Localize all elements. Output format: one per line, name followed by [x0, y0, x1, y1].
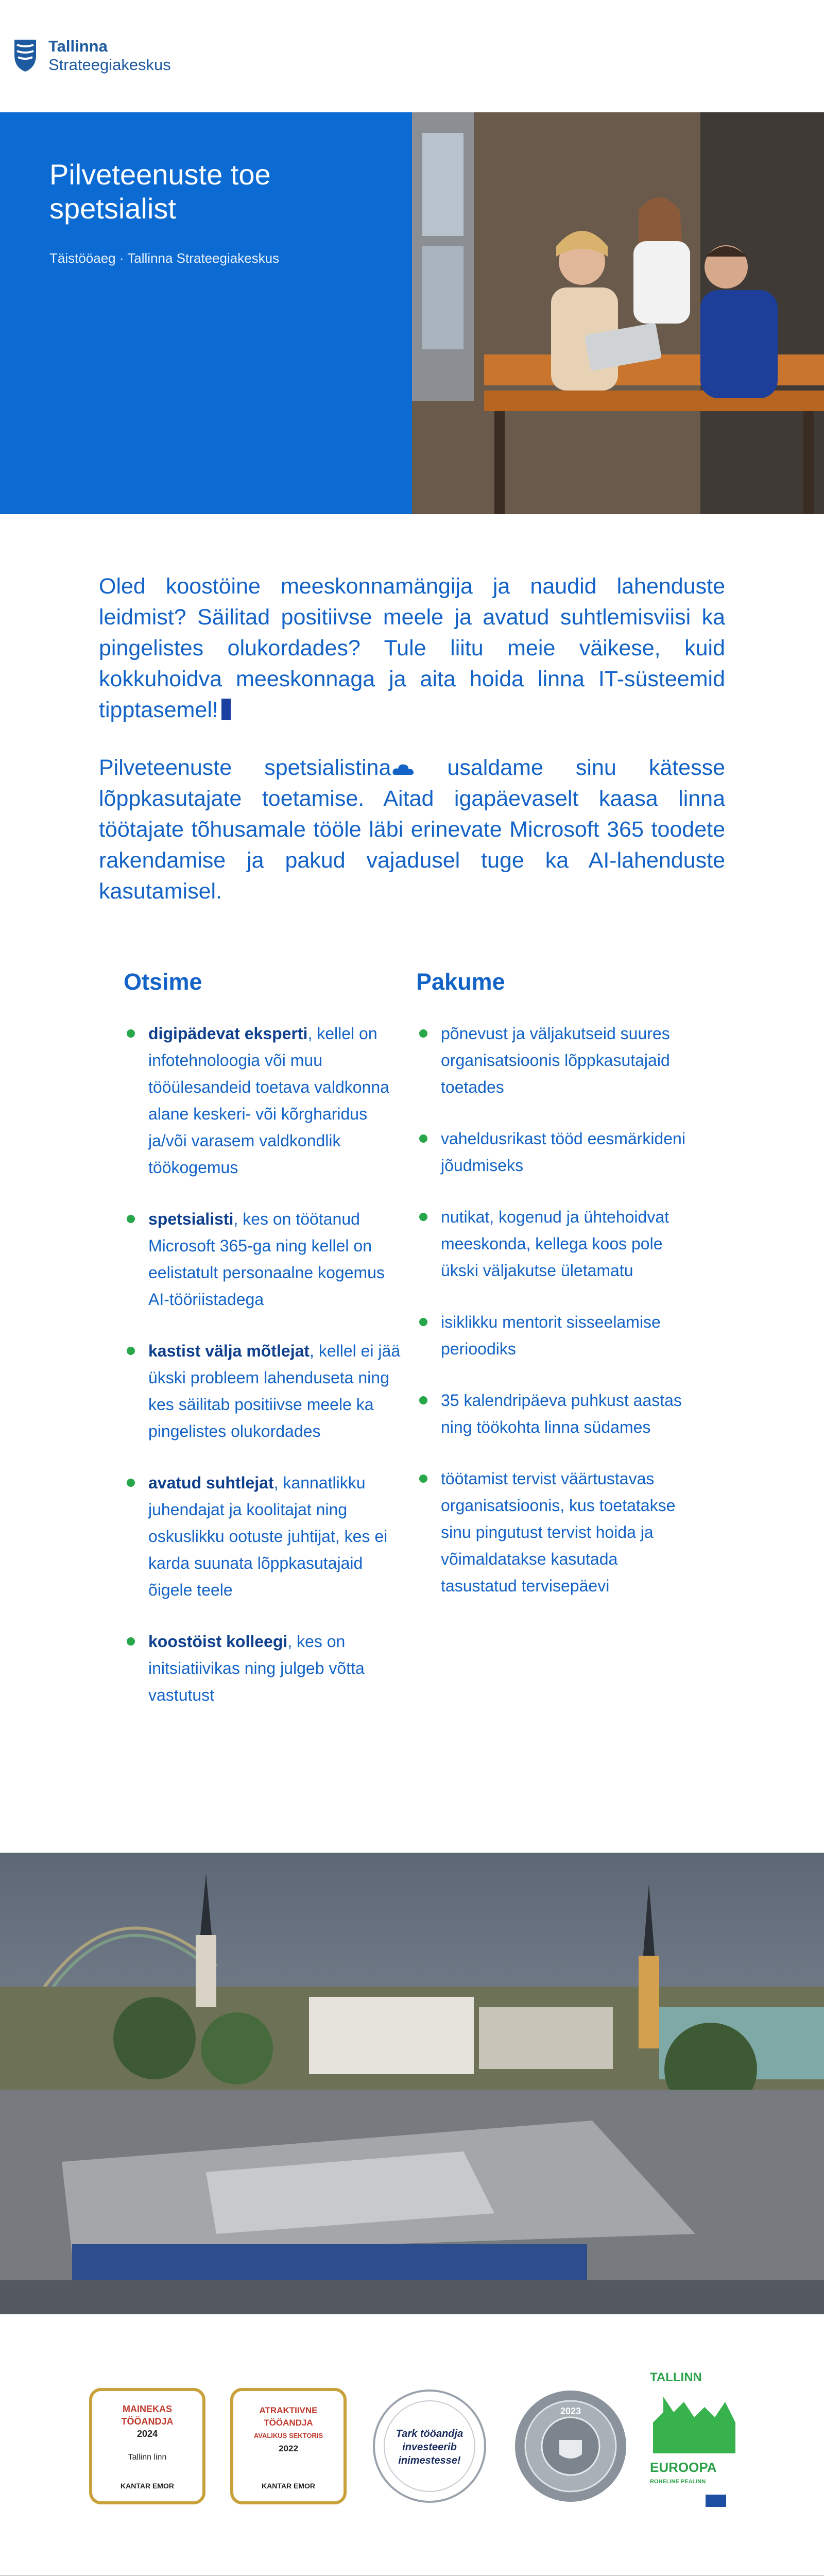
- tallinn-crest-icon: [12, 38, 38, 74]
- award-2-line-3: AVALIKUS SEKTORIS: [253, 2432, 323, 2439]
- award-3-line-1: Tark tööandja: [396, 2428, 464, 2439]
- text-cursor-icon: [221, 699, 231, 720]
- award-mainekas-tooandja: [89, 2387, 206, 2505]
- list-item: spetsialisti, kes on töötanud Microsoft 365-ga ning kellel on eelistatult personaalne kogemus AI-tööriistadega: [124, 1206, 402, 1313]
- list-item: vaheldusrikast tööd eesmärkideni jõudmiseks: [416, 1125, 694, 1179]
- otsime-list: [124, 1020, 402, 1708]
- logo-line-2: Strateegiakeskus: [48, 56, 171, 74]
- award-1-line-1: MAINEKAS: [122, 2404, 173, 2414]
- award-1-line-5: KANTAR EMOR: [121, 2482, 174, 2490]
- list-item: isiklikku mentorit sisseelamise perioodiks: [416, 1309, 694, 1362]
- award-2-line-2: TÖÖANDJA: [264, 2418, 313, 2428]
- award-1-line-3: 2024: [136, 2429, 158, 2439]
- intro-paragraph-1: Oled koostöine meeskonnamängija ja naudid lahenduste leidmist? Säilitad positiivse meele ja avatud suhtlemisviisi ka pingelistes olukordades? Tule liitu meie väikese, kuid kokkuhoidva meeskonnaga ja aita hoida linna IT-süsteemid tipptasemel!: [99, 574, 725, 722]
- award-3-line-3: inimestesse!: [398, 2455, 461, 2466]
- list-item: digipädevat eksperti, kellel on infotehnoloogia või muu tööülesandeid toetava valdkonna alane keskeri- või kõrgharidus ja/või varasem valdkondlik töökogemus: [124, 1020, 402, 1181]
- logo-text: [48, 37, 171, 74]
- list-item: koostöist kolleegi, kes on initsiatiivikas ning julgeb võtta vastutust: [124, 1628, 402, 1708]
- cloud-icon: [392, 762, 415, 776]
- intro-text: [99, 571, 725, 934]
- pakume-title: Pakume: [416, 969, 505, 995]
- award-medal: [512, 2387, 629, 2505]
- award-roheline-pealinn: [648, 2366, 746, 2515]
- otsime-section: [124, 969, 402, 1733]
- team-photo-illustration: [412, 112, 824, 514]
- list-item: töötamist tervist väärtustavas organisatsioonis, kus toetatakse sinu pingutust tervist hoida ja võimaldatakse kasutada tasustatud tervisepäevi: [416, 1465, 694, 1599]
- list-item: põnevust ja väljakutseid suures organisatsioonis lõppkasutajaid toetades: [416, 1020, 694, 1100]
- tallinn-city-photo: [0, 1853, 824, 2314]
- awards-strip: [0, 2314, 824, 2575]
- award-tark-tooandja: [371, 2387, 488, 2505]
- list-item: 35 kalendripäeva puhkust aastas ning töökohta linna südames: [416, 1387, 694, 1440]
- job-subtitle: Täistööaeg · Tallinna Strateegiakeskus: [49, 250, 280, 266]
- award-1-line-2: TÖÖANDJA: [121, 2416, 174, 2427]
- hero-team-photo: [412, 112, 824, 514]
- otsime-title: Otsime: [124, 969, 202, 995]
- list-item: avatud suhtlejat, kannatlikku juhendajat ja koolitajat ning oskuslikku ootuste juhtijat, kes ei karda suunata lõppkasutajaid õigele teele: [124, 1469, 402, 1603]
- award-5-line-2: EUROOPA: [650, 2460, 717, 2475]
- list-item: kastist välja mõtlejat, kellel ei jää ükski probleem lahenduseta ning kes säilitab positiivse meele ka pingelistes olukordades: [124, 1337, 402, 1445]
- strateegiakeskus-logo[interactable]: [12, 37, 171, 74]
- hero-section: [0, 112, 824, 514]
- hero-text-panel: [0, 112, 412, 514]
- pakume-list: [416, 1020, 694, 1599]
- intro-paragraph-2: Pilveteenuste spetsialistina usaldame sinu kätesse lõppkasutajate toetamise. Aitad igapäevaselt kaasa linna töötajate tõhusamale tööle läbi erinevate Microsoft 365 toodete rakendamise ja pakud vajadusel tuge ka AI-lahenduste kasutamisel.: [99, 755, 726, 904]
- list-item: nutikat, kogenud ja ühtehoidvat meeskonda, kellega koos pole ükski väljakutse ületamatu: [416, 1204, 694, 1284]
- award-2-line-5: KANTAR EMOR: [262, 2482, 315, 2490]
- award-atraktiivne-tooandja: [230, 2387, 347, 2505]
- city-illustration: [0, 1853, 824, 2314]
- award-5-line-3: ROHELINE PEALINN: [650, 2479, 706, 2485]
- award-2-line-4: 2022: [279, 2444, 298, 2453]
- award-4-year: 2023: [560, 2406, 581, 2416]
- award-5-line-1: TALLINN: [650, 2370, 702, 2384]
- logo-line-1: Tallinna: [48, 37, 108, 55]
- award-3-line-2: investeerib: [402, 2442, 457, 2453]
- award-2-line-1: ATRAKTIIVNE: [259, 2405, 318, 2415]
- award-1-line-4: Tallinn linn: [128, 2453, 167, 2462]
- job-title: Pilveteenuste toe spetsialist: [49, 158, 271, 225]
- page-header: [0, 0, 824, 112]
- pakume-section: [416, 969, 694, 1624]
